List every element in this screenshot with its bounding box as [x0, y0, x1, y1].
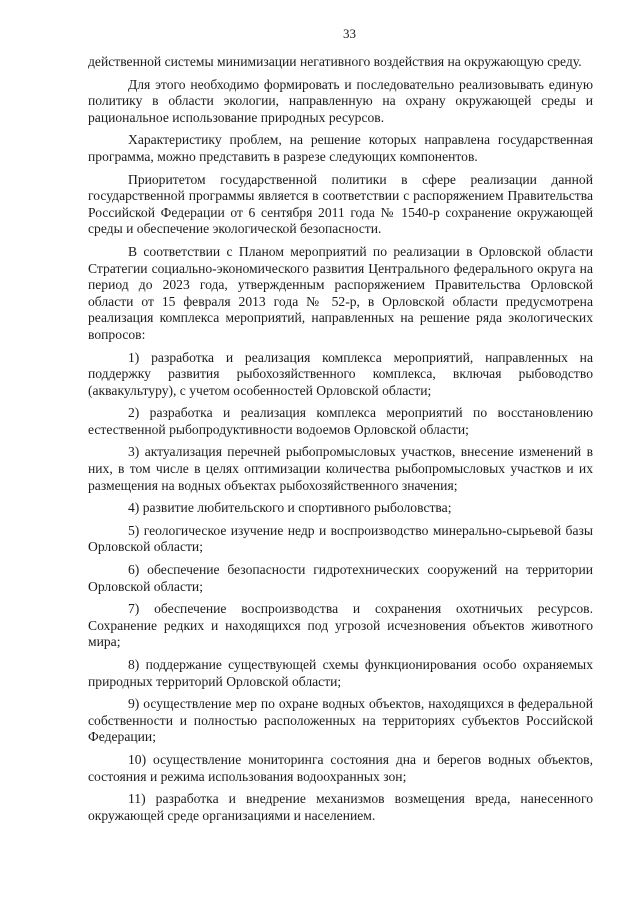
list-item: 4) развитие любительского и спортивного рыболовства;	[128, 500, 452, 516]
list-item: 9) осуществление мер по охране водных объектов, находящихся в федеральной собственности и полностью расположенных на территориях субъектов Российской Федерации;	[88, 696, 593, 745]
list-item: 5) геологическое изучение недр и воспроизводство минерально-сырьевой базы Орловской области;	[88, 522, 593, 555]
page-number: 33	[343, 26, 356, 41]
list-item: 8) поддержание существующей схемы функционирования особо охраняемых природных территорий Орловской области;	[88, 657, 593, 689]
list-item: 10) осуществление мониторинга состояния дна и берегов водных объектов, состояния и режима использования водоохранных зон;	[88, 751, 593, 784]
list-item: 7) обеспечение воспроизводства и сохранения охотничьих ресурсов. Сохранение редких и находящихся под угрозой исчезновения объектов животного мира;	[88, 601, 593, 650]
list-item: 11) разработка и внедрение механизмов возмещения вреда, нанесенного окружающей среде организациями и населением.	[88, 791, 593, 823]
paragraph-continuation: действенной системы минимизации негативного воздействия на окружающую среду.	[88, 54, 582, 69]
list-item: 2) разработка и реализация комплекса мероприятий по восстановлению естественной рыбопродуктивности водоемов Орловской области;	[88, 405, 593, 437]
paragraph-problems: Характеристику проблем, на решение которых направлена государственная программа, можно представить в разрезе следующих компонентов.	[88, 132, 593, 164]
paragraph-plan: В соответствии с Планом мероприятий по реализации в Орловской области Стратегии социально-экономического развития Центрального федерального округа на период до 2023 года, утвержденным распоряжением Правительства Орловской области от 15 февраля 2013 года № 52-р, в Орловской области предусмотрена реализация комплекса мероприятий, направленных на решение ряда экологических вопросов:	[88, 243, 593, 342]
paragraph-priority: Приоритетом государственной политики в сфере реализации данной государственной программы является в соответствии с распоряжением Правительства Российской Федерации от 6 сентября 2011 года № 1540-р сохранение окружающей среды и обеспечение экологической безопасности.	[88, 171, 593, 237]
document-body	[88, 54, 593, 824]
paragraph-policy: Для этого необходимо формировать и последовательно реализовывать единую политику в области экологии, направленную на охрану окружающей среды и рациональное использование природных ресурсов.	[88, 76, 593, 125]
list-item: 3) актуализация перечней рыбопромысловых участков, внесение изменений в них, в том числе в целях оптимизации количества рыбопромысловых участков и их размещения на водных объектах рыбохозяйственного значения;	[88, 444, 593, 493]
list-item: 6) обеспечение безопасности гидротехнических сооружений на территории Орловской области;	[88, 562, 593, 594]
list-item: 1) разработка и реализация комплекса мероприятий, направленных на поддержку развития рыбохозяйственного комплекса, включая рыбоводство (аквакультуру), с учетом особенностей Орловской области;	[88, 349, 593, 398]
